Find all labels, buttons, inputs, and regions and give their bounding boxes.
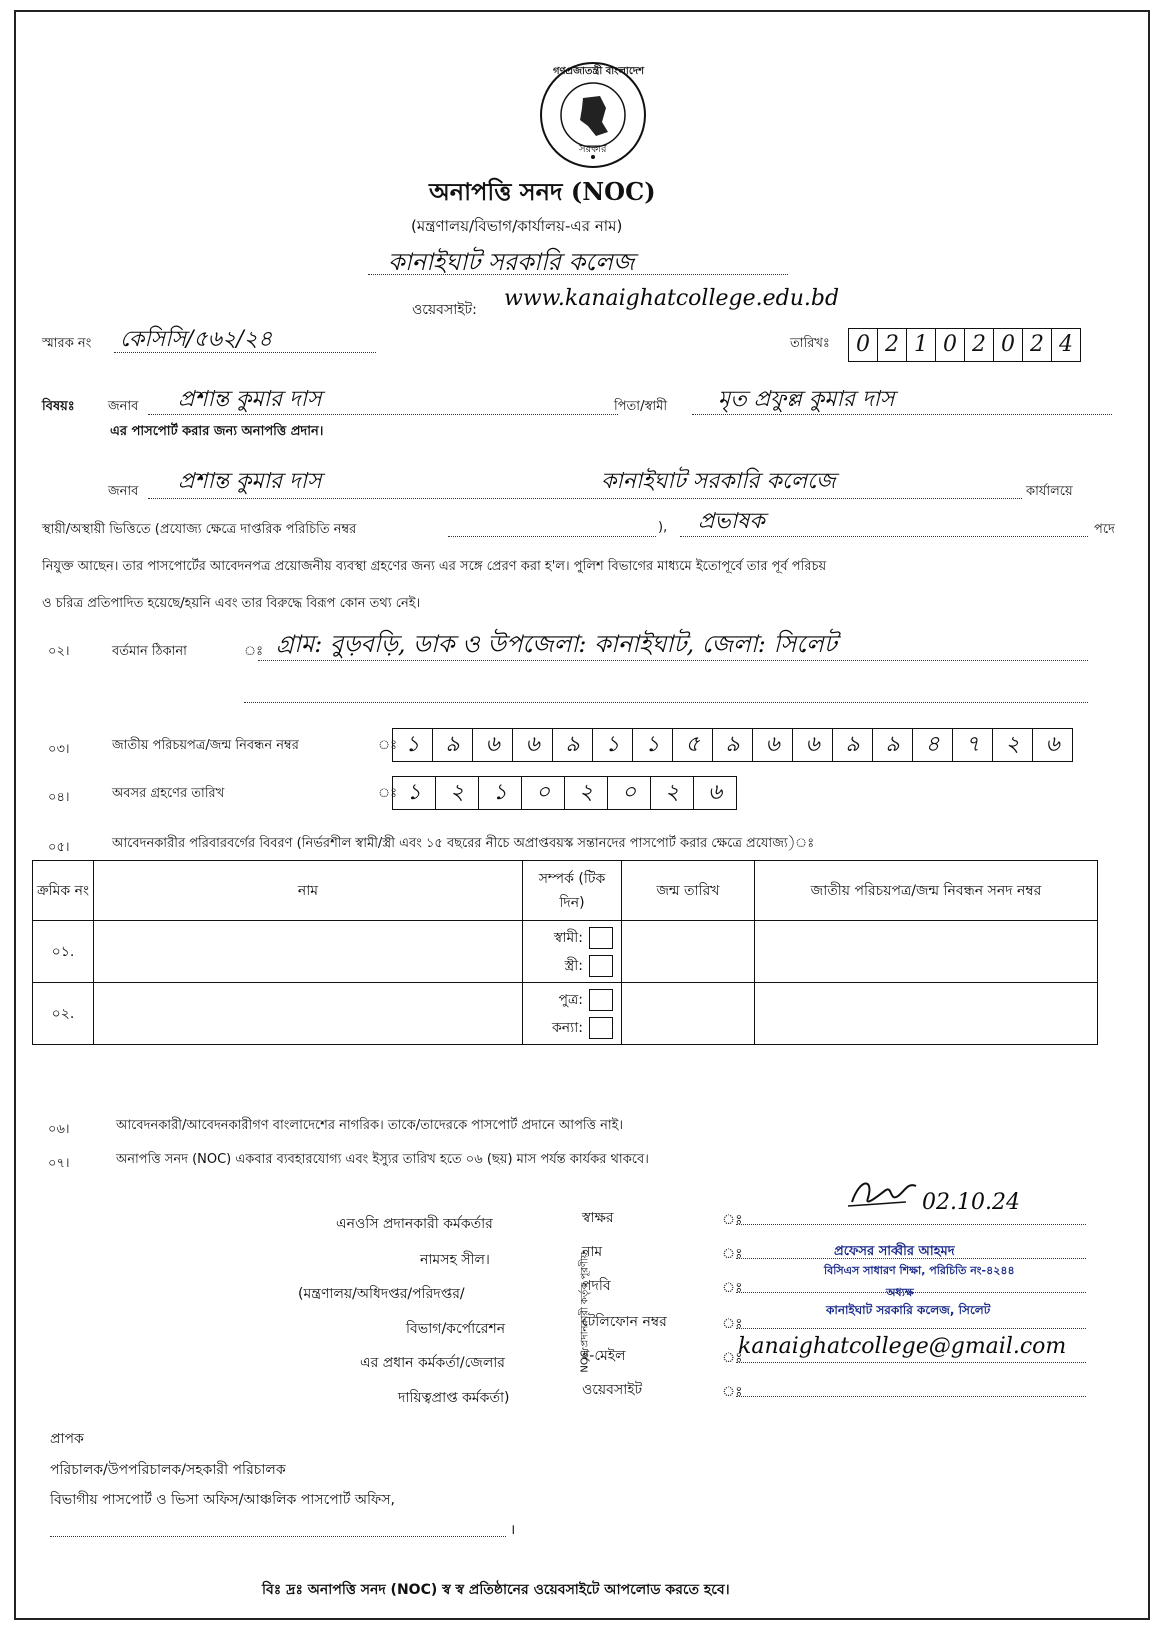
page-title: অনাপত্তি সনদ (NOC)	[429, 177, 656, 206]
digit-box: ৬	[707, 780, 723, 805]
wife-checkbox[interactable]	[589, 955, 613, 977]
official-id-line	[448, 536, 656, 537]
digit-box: ৬	[1045, 732, 1060, 757]
digit-box: ৯	[873, 729, 913, 761]
digit-box: 2	[1023, 329, 1052, 361]
row-nid[interactable]	[755, 983, 1098, 1045]
item02-label: বর্তমান ঠিকানা	[112, 644, 187, 659]
body-line3: নিযুক্ত আছেন। তার পাসপোর্টের আবেদনপত্র প্রয়োজনীয় ব্যবস্থা গ্রহণের জন্য এর সঙ্গে প্রেরণ করা হ'ল। পুলিশ বিভাগের মাধ্যমে ইতোপূর্বে তার পূর্ব পরিচয়	[42, 559, 827, 574]
footer-note: বিঃ দ্রঃ অনাপত্তি সনদ (NOC) স্ব স্ব প্রতিষ্ঠানের ওয়েবসাইটে আপলোড করতে হবে।	[262, 1582, 730, 1598]
recipient-line2: বিভাগীয় পাসপোর্ট ও ভিসা অফিস/আঞ্চলিক পাসপোর্ট অফিস,	[50, 1492, 395, 1508]
th-relation: সম্পর্ক (টিক দিন)	[523, 861, 622, 921]
digit-box: ১	[393, 777, 436, 809]
item02-colon: ঃ	[244, 644, 264, 659]
item05-label: আবেদনকারীর পরিবারবর্গের বিবরণ (নির্ভরশীল স্বামী/স্ত্রী এবং ১৫ বছরের নীচে অপ্রাপ্তবয়স্ক সন্তানদের পাসপোর্ট করার ক্ষেত্রে প্রযোজ্য)ঃ	[112, 836, 815, 851]
field-signature-label: স্বাক্ষর	[582, 1210, 614, 1226]
digit-box: ৯	[713, 729, 753, 761]
signature-line	[736, 1224, 1086, 1225]
subject-label: বিষয়ঃ	[42, 399, 75, 414]
digit-box: ১	[393, 729, 433, 761]
table-row	[33, 921, 1098, 983]
field-name-label: নাম	[582, 1244, 603, 1260]
row-serial: ০১.	[33, 921, 94, 983]
memo-value: কেসিসি/৫৬২/২৪	[120, 327, 273, 352]
digit-box: ৫	[673, 729, 713, 761]
digit-box: 0	[936, 329, 965, 361]
seal-text-top: গণপ্রজাতন্ত্রী বাংলাদেশ	[553, 66, 645, 77]
row-relation	[523, 983, 622, 1045]
digit-box: ৬	[513, 729, 553, 761]
item07-number: ০৭।	[48, 1156, 70, 1171]
digit-box: ৬	[753, 729, 793, 761]
phone-line	[736, 1328, 1086, 1329]
body-name: প্রশান্ত কুমার দাস	[178, 469, 322, 494]
digit-box: ১	[479, 777, 522, 809]
field-website-label: ওয়েবসাইট	[582, 1382, 643, 1398]
th-name: নাম	[94, 861, 523, 921]
address-line-2	[244, 702, 1088, 703]
recipient-line3-end: ।	[510, 1522, 516, 1538]
body-line2-suffix: পদে	[1094, 522, 1115, 537]
digit-box: ০	[522, 777, 565, 809]
relation-wife-label: স্ত্রী:	[564, 957, 583, 974]
father-label: পিতা/স্বামী	[614, 399, 668, 414]
item07-label: অনাপত্তি সনদ (NOC) একবার ব্যবহারযোগ্য এবং ইস্যুর তারিখ হতে ০৬ (ছয়) মাস পর্যন্ত কার্যকর থাকবে।	[116, 1152, 649, 1167]
noc-form	[14, 10, 1150, 1620]
digit-box: ২	[436, 777, 479, 809]
address-value: গ্রাম: বুড়বড়ি, ডাক ও উপজেলা: কানাইঘাট, জেলা: সিলেট	[276, 630, 837, 658]
body-office: কানাইঘাট সরকারি কলেজে	[601, 469, 836, 494]
digit-box: 2	[878, 329, 907, 361]
colon-5: ঃ	[722, 1350, 743, 1366]
item06-number: ০৬।	[48, 1122, 70, 1137]
stamp-officer-service: বিসিএস সাধারণ শিক্ষা, পরিচিতি নং-৪২৪৪	[824, 1264, 1015, 1277]
officer-left-6: দায়িত্বপ্রাপ্ত কর্মকর্তা)	[398, 1390, 510, 1406]
row-dob[interactable]	[622, 983, 755, 1045]
memo-label: স্মারক নং	[42, 336, 92, 351]
digit-box: ৪	[913, 729, 953, 761]
recipient-line1: পরিচালক/উপপরিচালক/সহকারী পরিচালক	[50, 1462, 286, 1478]
digit-box: ৯	[433, 729, 473, 761]
digit-box: ১	[593, 729, 633, 761]
relation-husband-label: স্বামী:	[553, 929, 583, 946]
field-email-label: ই-মেইল	[582, 1348, 626, 1364]
item06-label: আবেদনকারী/আবেদনকারীগণ বাংলাদেশের নাগরিক। তাকে/তাদেরকে পাসপোর্ট প্রদানে আপত্তি নাই।	[116, 1118, 624, 1133]
recipient-label: প্রাপক	[50, 1431, 84, 1447]
body-line4: ও চরিত্র প্রতিপাদিত হয়েছে/হয়নি এবং তার বিরুদ্ধে বিরূপ কোন তথ্য নেই।	[42, 596, 421, 611]
digit-box: ৬	[473, 729, 513, 761]
item03-label: জাতীয় পরিচয়পত্র/জন্ম নিবন্ধন নম্বর	[112, 738, 299, 753]
digit-box: ২	[993, 729, 1033, 761]
item04-number: ০৪।	[48, 790, 70, 805]
nid-boxes	[392, 728, 1073, 762]
item02-number: ০২।	[48, 644, 70, 659]
item04-label: অবসর গ্রহণের তারিখ	[112, 786, 225, 801]
designation-value: প্রভাষক	[698, 509, 765, 534]
stamp-officer-designation: অধ্যক্ষ	[886, 1286, 914, 1299]
field-designation-label: পদবি	[582, 1278, 611, 1294]
subject-janab: জনাব	[108, 399, 139, 414]
website-line	[736, 1396, 1086, 1397]
digit-box: 2	[965, 329, 994, 361]
table-row	[33, 983, 1098, 1045]
row-name[interactable]	[94, 921, 523, 983]
son-checkbox[interactable]	[589, 989, 613, 1011]
item04-colon: ঃ	[378, 786, 398, 801]
website-value: www.kanaighatcollege.edu.bd	[504, 286, 840, 311]
office-name: কানাইঘাট সরকারি কলেজ	[388, 248, 635, 276]
digit-box: ৭	[953, 729, 993, 761]
digit-box: 1	[907, 329, 936, 361]
email-value: kanaighatcollege@gmail.com	[738, 1334, 1067, 1359]
item03-colon: ঃ	[378, 738, 398, 753]
stamp-officer-name: প্রফেসর সাব্বীর আহমদ	[834, 1244, 955, 1259]
signature-date: 02.10.24	[922, 1190, 1020, 1215]
body-line2-prefix: স্থায়ী/অস্থায়ী ভিত্তিতে (প্রযোজ্য ক্ষেত্রে দাপ্তরিক পরিচিতি নম্বর	[42, 522, 357, 537]
row-relation	[523, 921, 622, 983]
officer-left-3: (মন্ত্রণালয়/অধিদপ্তর/পরিদপ্তর/	[298, 1286, 465, 1302]
row-serial: ০২.	[33, 983, 94, 1045]
digit-box: 0	[849, 329, 878, 361]
digit-box: ০	[608, 777, 651, 809]
signature-icon	[846, 1172, 926, 1216]
stamp-officer-institution: কানাইঘাট সরকারি কলেজ, সিলেট	[826, 1303, 991, 1317]
digit-box: ৯	[553, 729, 593, 761]
row-nid[interactable]	[755, 921, 1098, 983]
digit-box: 0	[994, 329, 1023, 361]
subject-line2: এর পাসপোর্ট করার জন্য অনাপত্তি প্রদান।	[110, 424, 324, 439]
officer-vertical-label: NOC প্রদানকারী কর্তৃক পূরণীয়	[579, 1252, 591, 1373]
date-label: তারিখঃ	[790, 336, 830, 351]
th-nid: জাতীয় পরিচয়পত্র/জন্ম নিবন্ধন সনদ নম্বর	[755, 861, 1098, 921]
row-dob[interactable]	[622, 921, 755, 983]
officer-left-1: এনওসি প্রদানকারী কর্মকর্তার	[336, 1216, 493, 1232]
item03-number: ০৩।	[48, 742, 70, 757]
row-name[interactable]	[94, 983, 523, 1045]
officer-left-4: বিভাগ/কর্পোরেশন	[406, 1321, 506, 1337]
daughter-checkbox[interactable]	[589, 1017, 613, 1039]
digit-box: ৯	[833, 729, 873, 761]
digit-box: ৬	[793, 729, 833, 761]
digit-box: ২	[651, 777, 694, 809]
father-name: মৃত প্রফুল্ল কুমার দাস	[718, 387, 895, 412]
date-boxes	[848, 328, 1081, 362]
subject-name: প্রশান্ত কুমার দাস	[178, 387, 322, 412]
seal-text-bottom: সরকার	[579, 144, 607, 155]
relation-son-label: পুত্র:	[558, 991, 583, 1008]
email-line	[736, 1362, 1086, 1363]
colon-3: ঃ	[722, 1280, 743, 1296]
family-table	[32, 860, 1098, 1045]
digit-box: ২	[565, 777, 608, 809]
digit-box: ১	[633, 729, 673, 761]
page-subtitle: (মন্ত্রণালয়/বিভাগ/কার্যালয়-এর নাম)	[411, 217, 623, 235]
item05-number: ০৫।	[48, 840, 70, 855]
husband-checkbox[interactable]	[589, 927, 613, 949]
body-janab: জনাব	[108, 484, 139, 499]
relation-daughter-label: কন্যা:	[552, 1019, 583, 1036]
website-label: ওয়েবসাইট:	[412, 302, 477, 318]
th-dob: জন্ম তারিখ	[622, 861, 755, 921]
officer-left-5: এর প্রধান কর্মকর্তা/জেলার	[360, 1355, 506, 1371]
digit-box: 4	[1059, 332, 1073, 357]
officer-left-2: নামসহ সীল।	[420, 1252, 490, 1268]
recipient-line3	[50, 1536, 506, 1537]
th-serial: ক্রমিক নং	[33, 861, 94, 921]
retirement-date-boxes	[392, 776, 737, 810]
colon-2: ঃ	[722, 1246, 743, 1262]
colon-6: ঃ	[722, 1384, 743, 1400]
body-office-suffix: কার্যালয়ে	[1026, 484, 1073, 499]
colon-4: ঃ	[722, 1316, 743, 1332]
field-phone-label: টেলিফোন নম্বর	[582, 1314, 667, 1330]
colon-1: ঃ	[722, 1212, 743, 1228]
body-line2-mid: ),	[658, 520, 668, 535]
